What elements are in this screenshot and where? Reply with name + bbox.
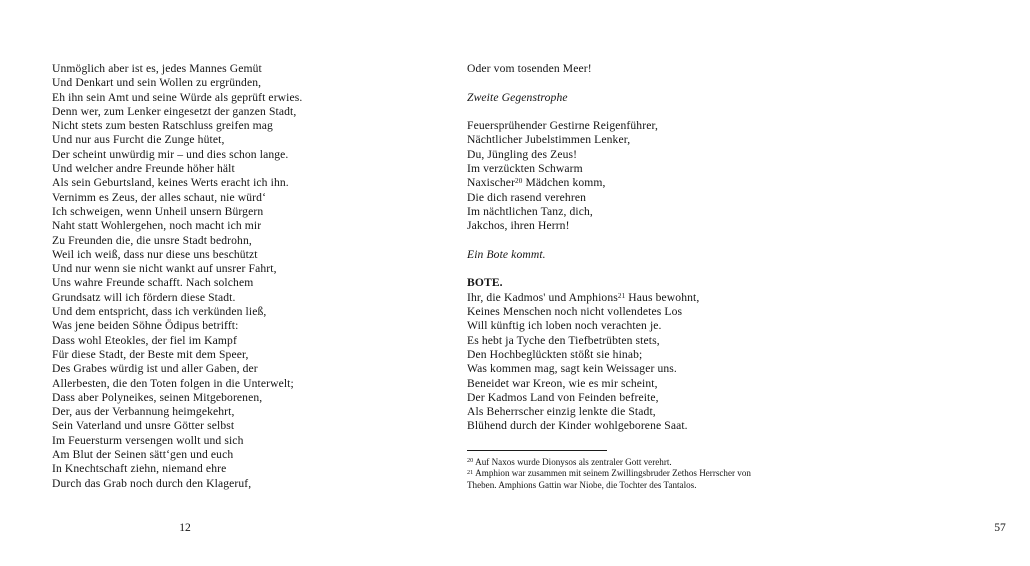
verse-line: Feuersprühender Gestirne Reigenführer, xyxy=(467,119,658,133)
verse-line: Als Beherrscher einzig lenkte die Stadt, xyxy=(467,405,656,419)
verse-line: Die dich rasend verehren xyxy=(467,190,586,204)
stage-direction: Ein Bote kommt. xyxy=(467,247,546,261)
verse-line: Allerbesten, die den Toten folgen in die Unterwelt; xyxy=(52,376,294,390)
verse-line: Den Hochbeglückten stößt sie hinab; xyxy=(467,347,643,361)
verse-line: Der Kadmos Land von Feinden befreite, xyxy=(467,390,659,404)
verse-line: Ich schweigen, wenn Unheil unsern Bürgern xyxy=(52,204,264,218)
stage-direction: Zweite Gegenstrophe xyxy=(467,90,568,104)
verse-line: Unmöglich aber ist es, jedes Mannes Gemüt xyxy=(52,62,262,75)
verse-line: Im Feuersturm versengen wollt und sich xyxy=(52,433,244,447)
verse-line: Jakchos, ihren Herrn! xyxy=(467,219,570,233)
speaker-heading: BOTE. xyxy=(467,276,503,290)
verse-line: Eh ihn sein Amt und seine Würde als geprüft erwies. xyxy=(52,90,303,104)
verse-line: Grundsatz will ich fördern diese Stadt. xyxy=(52,290,236,304)
footnote-block xyxy=(467,457,767,492)
text-line-spacer xyxy=(467,105,787,119)
verse-line: Denn wer, zum Lenker eingesetzt der ganzen Stadt, xyxy=(52,104,297,118)
verse-line: Für diese Stadt, der Beste mit dem Speer, xyxy=(52,347,249,361)
text-line-spacer xyxy=(467,234,787,248)
verse-line: Was kommen mag, sagt kein Weissager uns. xyxy=(467,362,677,376)
verse-line: Es hebt ja Tyche den Tiefbetrübten stets, xyxy=(467,333,660,347)
verse-line: Weil ich weiß, dass nur diese uns beschützt xyxy=(52,247,258,261)
verse-line: Und nur aus Furcht die Zunge hütet, xyxy=(52,133,225,147)
text-line-spacer xyxy=(467,76,787,90)
verse-line: Blühend durch der Kinder wohlgeborene Saat. xyxy=(467,419,688,433)
verse-line: Vernimm es Zeus, der alles schaut, nie würd‘ xyxy=(52,190,267,204)
verse-line: Du, Jüngling des Zeus! xyxy=(467,147,578,161)
verse-line: Uns wahre Freunde schafft. Nach solchem xyxy=(52,276,254,290)
verse-line: Nächtlicher Jubelstimmen Lenker, xyxy=(467,133,631,147)
left-page xyxy=(0,0,400,566)
footnote-number: 20 xyxy=(467,457,474,465)
verse-line: Des Grabes würdig ist und aller Gaben, der xyxy=(52,362,258,376)
left-page-folio: 12 xyxy=(179,521,191,534)
verse-line: Nicht stets zum besten Ratschluss greifen mag xyxy=(52,119,273,133)
verse-line: Und nur wenn sie nicht wankt auf unsrer Fahrt, xyxy=(52,262,277,276)
right-page-text-block xyxy=(467,62,787,434)
right-page-folio: 57 xyxy=(994,521,1006,534)
text-line-spacer xyxy=(467,262,787,276)
footnote-number: 21 xyxy=(467,468,474,476)
verse-line: Was jene beiden Söhne Ödipus betrifft: xyxy=(52,319,239,333)
verse-line: Und dem entspricht, dass ich verkünden ließ, xyxy=(52,305,267,319)
verse-line: Oder vom tosenden Meer! xyxy=(467,62,592,75)
verse-line: Sein Vaterland und unsre Götter selbst xyxy=(52,419,235,433)
verse-line: Der scheint unwürdig mir – und dies schon lange. xyxy=(52,147,289,161)
verse-line: Naht statt Wohlergehen, noch macht ich mir xyxy=(52,219,262,233)
verse-line: Ihr, die Kadmos' und Amphions$^{21}$ Haus bewohnt, xyxy=(467,290,700,304)
left-page-text-block xyxy=(52,62,372,491)
verse-line: Der, aus der Verbannung heimgekehrt, xyxy=(52,405,235,419)
verse-line: Naxischer$^{20}$ Mädchen komm, xyxy=(467,176,606,190)
footnote-marker[interactable]: 20 xyxy=(515,177,523,186)
verse-line: Dass aber Polyneikes, seinen Mitgeborenen, xyxy=(52,390,263,404)
verse-line: Am Blut der Seinen sätt‘gen und euch xyxy=(52,448,234,462)
footnote: $^{20}$ Auf Naxos wurde Dionysos als zentraler Gott verehrt. xyxy=(467,456,672,467)
verse-line: Will künftig ich loben noch verachten je. xyxy=(467,319,662,333)
right-page xyxy=(400,0,1006,566)
verse-line: Dass wohl Eteokles, der fiel im Kampf xyxy=(52,333,237,347)
verse-line: Durch das Grab noch durch den Klageruf, xyxy=(52,476,252,490)
verse-line: Als sein Geburtsland, keines Werts eracht ich ihn. xyxy=(52,176,289,190)
footnote: $^{21}$ Amphion war zusammen mit seinem Zwillingsbruder Zethos Herrscher von Theben. Amphions Gattin war Niobe, die Tochter des Tantalos. xyxy=(467,468,751,490)
verse-line: Im nächtlichen Tanz, dich, xyxy=(467,204,593,218)
verse-line: Und Denkart und sein Wollen zu ergründen, xyxy=(52,76,262,90)
verse-line: In Knechtschaft ziehn, niemand ehre xyxy=(52,462,227,476)
verse-line: Keines Menschen noch nicht vollendetes Los xyxy=(467,305,683,319)
verse-line: Und welcher andre Freunde höher hält xyxy=(52,162,235,176)
footnote-marker[interactable]: 21 xyxy=(617,291,626,300)
verse-line: Beneidet war Kreon, wie es mir scheint, xyxy=(467,376,658,390)
verse-line: Zu Freunden die, die unsre Stadt bedrohn, xyxy=(52,233,252,247)
footnote-separator xyxy=(467,450,607,451)
verse-line: Im verzückten Schwarm xyxy=(467,162,583,176)
